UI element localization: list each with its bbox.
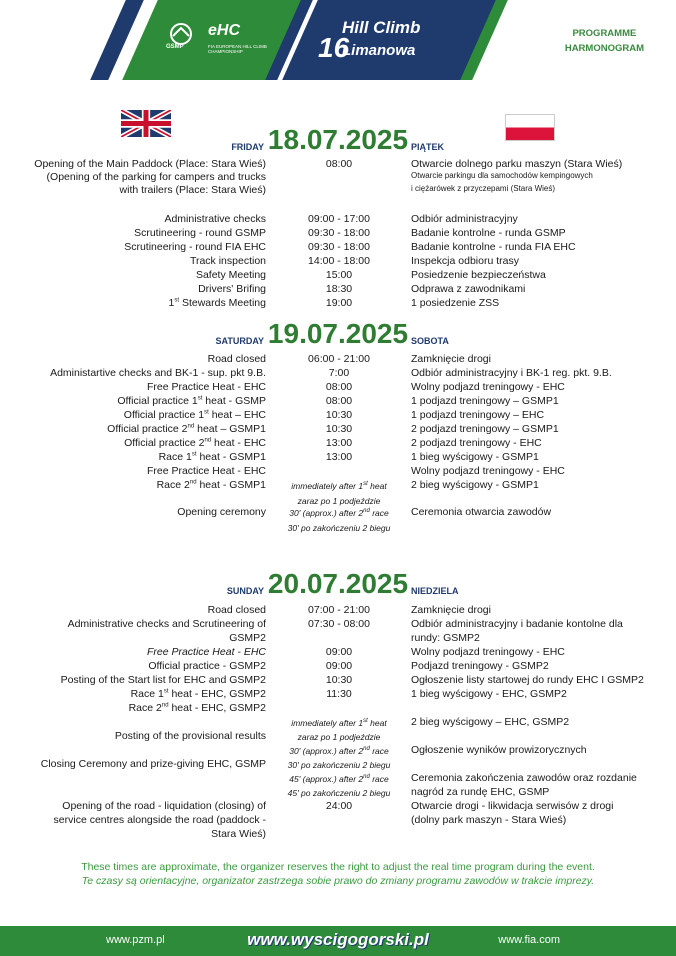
- event-pl: Otwarcie dolnego parku maszyn (Stara Wieś): [411, 158, 623, 170]
- event-pl: Wolny podjazd treningowy - EHC: [411, 646, 565, 658]
- event-pl: nagród za rundę EHC, GSMP: [411, 786, 550, 798]
- event-pl: Podjazd treningowy - GSMP2: [411, 660, 549, 672]
- note-en: These times are approximate, the organizer reserves the right to adjust the real time program during the event.: [81, 861, 595, 873]
- event-time: 09:00 - 17:00: [308, 213, 370, 225]
- footer-link-main[interactable]: www.wyscigogorski.pl: [247, 930, 429, 949]
- programme-pl: HARMONOGRAM: [564, 43, 644, 54]
- footer-bar: [0, 926, 676, 956]
- event-en: Safety Meeting: [195, 269, 266, 281]
- day-header-saturday: [0, 318, 676, 352]
- event-time: 13:00: [325, 451, 353, 463]
- event-en: Official practice 2nd heat - EHC: [124, 437, 266, 449]
- ehc-logo: eHC: [208, 22, 241, 39]
- day-pl: SOBOTA: [411, 336, 449, 346]
- event-en: Stara Wieś): [211, 828, 266, 840]
- event-pl: Odbiór administracyjny i BK-1 reg. pkt. 9.B.: [411, 367, 612, 379]
- day-header-sunday: [0, 568, 676, 602]
- event-en: Free Practice Heat - EHC: [146, 381, 266, 393]
- event-pl: Odbiór administracyjny: [411, 213, 518, 225]
- event-time: 13:00: [325, 437, 353, 449]
- event-place: Limanowa: [342, 42, 416, 59]
- event-time: 45' (approx.) after 2nd race: [289, 774, 389, 784]
- event-time: 08:00: [325, 158, 353, 170]
- day-header-friday: [0, 124, 676, 158]
- event-en: Administrative checks and Scrutineering of: [67, 618, 266, 630]
- event-pl: Badanie kontrolne - runda GSMP: [411, 227, 566, 239]
- event-en: Race 1st heat - EHC, GSMP2: [130, 688, 266, 700]
- event-pl: 2 podjazd treningowy - EHC: [411, 437, 542, 449]
- event-en: Official practice 1st heat - GSMP: [117, 395, 266, 407]
- event-pl: Posiedzenie bezpieczeństwa: [411, 269, 546, 281]
- event-time: 11:30: [326, 688, 352, 700]
- event-en: Posting of the provisional results: [114, 730, 266, 742]
- event-time: 19:00: [325, 297, 353, 309]
- day-pl: PIĄTEK: [411, 142, 445, 152]
- day-pl: NIEDZIELA: [411, 586, 459, 596]
- gsmp-logo-text: GSMP: [166, 44, 184, 50]
- event-pl: Wolny podjazd treningowy - EHC: [411, 465, 565, 477]
- event-pl: 1 bieg wyścigowy - GSMP1: [411, 451, 539, 463]
- event-time: 24:00: [325, 800, 353, 812]
- ehc-logo-subtitle: FIA EUROPEAN HILL CLIMB CHAMPIONSHIP: [208, 44, 267, 54]
- event-pl: Ogłoszenie listy startowej do rundy EHC I GSMP2: [411, 674, 644, 686]
- event-number: 16: [318, 32, 350, 63]
- event-time: immediately after 1st heat: [291, 481, 387, 491]
- event-pl: Otwarcie drogi - likwidacja serwisów z drogi: [411, 800, 614, 812]
- event-time: 30' (approx.) after 2nd race: [289, 746, 389, 756]
- event-en: Road closed: [207, 353, 266, 365]
- event-time: 7:00: [328, 367, 350, 379]
- programme-title: [565, 26, 644, 56]
- event-pl: 1 posiedzenie ZSS: [411, 297, 500, 309]
- event-en: Official practice 1st heat – EHC: [123, 409, 266, 421]
- event-time: 18:30: [325, 283, 353, 295]
- event-time: 10:30: [325, 409, 353, 421]
- event-en: Scrutineering - round GSMP: [134, 227, 266, 239]
- event-en: Free Practice Heat - EHC: [146, 646, 266, 658]
- programme-en: PROGRAMME: [572, 28, 637, 39]
- event-time: 06:00 - 21:00: [308, 353, 370, 365]
- event-pl: Ceremonia otwarcia zawodów: [411, 506, 552, 518]
- event-pl: (dolny park maszyn - Stara Wieś): [411, 814, 567, 826]
- event-time: 07:30 - 08:00: [308, 618, 370, 630]
- day-date: 19.07.2025: [267, 318, 409, 349]
- event-pl: Inspekcja odbioru trasy: [411, 255, 519, 267]
- event-pl: 1 bieg wyścigowy - EHC, GSMP2: [411, 688, 567, 700]
- event-en: Opening of the road - liquidation (closing) of: [62, 800, 266, 812]
- event-time: 30' po zakończeniu 2 biegu: [287, 523, 391, 533]
- event-time: 09:00: [325, 660, 353, 672]
- event-time: 08:00: [325, 395, 353, 407]
- event-time: 45' po zakończeniu 2 biegu: [287, 788, 391, 798]
- event-time: 10:30: [325, 674, 353, 686]
- event-en: Race 1st heat - GSMP1: [158, 451, 266, 463]
- event-pl: Odbiór administracyjny i badanie kontolne dla: [411, 618, 623, 630]
- event-time: 07:00 - 21:00: [308, 604, 370, 616]
- event-pl: Zamknięcie drogi: [411, 353, 491, 365]
- event-time: zaraz po 1 podjeździe: [297, 496, 381, 506]
- event-time: 30' (approx.) after 2nd race: [289, 508, 389, 518]
- event-pl: 1 podjazd treningowy – GSMP1: [411, 395, 559, 407]
- event-en: Official practice 2nd heat – GSMP1: [107, 423, 266, 435]
- event-time: 09:30 - 18:00: [308, 227, 370, 239]
- event-en: Administrative checks: [164, 213, 266, 225]
- event-en: Scrutineering - round FIA EHC: [124, 241, 266, 253]
- event-en: (Opening of the parking for campers and trucks: [46, 171, 266, 183]
- note-pl: Te czasy są orientacyjne, organizator zastrzega sobie prawo do zmiany programu zawodów w trakcie imprezy.: [81, 875, 595, 887]
- event-pl: 2 bieg wyścigowy - GSMP1: [411, 479, 539, 491]
- event-en: service centres alongside the road (paddock -: [53, 814, 266, 826]
- event-time: 09:30 - 18:00: [308, 241, 370, 253]
- event-time: 30' po zakończeniu 2 biegu: [287, 760, 391, 770]
- event-en: with trailers (Place: Stara Wieś): [119, 184, 266, 196]
- event-en: Posting of the Start list for EHC and GSMP2: [60, 674, 266, 686]
- event-en: Administartive checks and BK-1 - sup. pkt 9.B.: [50, 367, 266, 379]
- event-pl: i ciężarówek z przyczepami (Stara Wieś): [411, 184, 556, 193]
- event-time: zaraz po 1 podjeździe: [297, 732, 381, 742]
- event-en: Opening of the Main Paddock (Place: Stara Wieś): [34, 158, 266, 170]
- event-pl: Badanie kontrolne - runda FIA EHC: [411, 241, 576, 253]
- event-en: Race 2nd heat - EHC, GSMP2: [128, 702, 266, 714]
- event-pl: Otwarcie parkingu dla samochodów kempingowych: [411, 171, 593, 180]
- event-en: GSMP2: [229, 632, 266, 644]
- event-name: Hill Climb: [342, 18, 421, 37]
- event-pl: Odprawa z zawodnikami: [411, 283, 526, 295]
- event-time: 15:00: [325, 269, 353, 281]
- event-en: Free Practice Heat - EHC: [146, 465, 266, 477]
- day-en: FRIDAY: [231, 142, 264, 152]
- event-en: Drivers' Brifing: [198, 283, 266, 295]
- event-time: 10:30: [325, 423, 353, 435]
- event-en: Official practice - GSMP2: [148, 660, 266, 672]
- event-time: 14:00 - 18:00: [308, 255, 370, 267]
- day-en: SUNDAY: [226, 586, 264, 596]
- day-date: 18.07.2025: [267, 124, 409, 155]
- day-date: 20.07.2025: [267, 568, 409, 599]
- event-pl: 1 podjazd treningowy – EHC: [411, 409, 545, 421]
- event-time: immediately after 1st heat: [291, 718, 387, 728]
- event-pl: rundy: GSMP2: [411, 632, 480, 644]
- footer-link-fia[interactable]: www.fia.com: [498, 934, 560, 946]
- event-pl: Ceremonia zakończenia zawodów oraz rozdanie: [411, 772, 637, 784]
- footer-link-pzm[interactable]: www.pzm.pl: [106, 934, 165, 946]
- event-en: Road closed: [207, 604, 266, 616]
- event-pl: Wolny podjazd treningowy - EHC: [411, 381, 565, 393]
- event-en: Race 2nd heat - GSMP1: [156, 479, 266, 491]
- event-en: Opening ceremony: [177, 506, 266, 518]
- event-pl: 2 bieg wyścigowy – EHC, GSMP2: [411, 716, 570, 728]
- event-pl: Ogłoszenie wyników prowizorycznych: [411, 744, 587, 756]
- event-time: 09:00: [325, 646, 353, 658]
- event-en: Closing Ceremony and prize-giving EHC, GSMP: [40, 758, 266, 770]
- day-en: SATURDAY: [215, 336, 264, 346]
- event-pl: 2 podjazd treningowy – GSMP1: [411, 423, 559, 435]
- event-pl: Zamknięcie drogi: [411, 604, 491, 616]
- event-time: 08:00: [325, 381, 353, 393]
- event-en: Track inspection: [189, 255, 266, 267]
- event-en: 1st Stewards Meeting: [168, 297, 266, 309]
